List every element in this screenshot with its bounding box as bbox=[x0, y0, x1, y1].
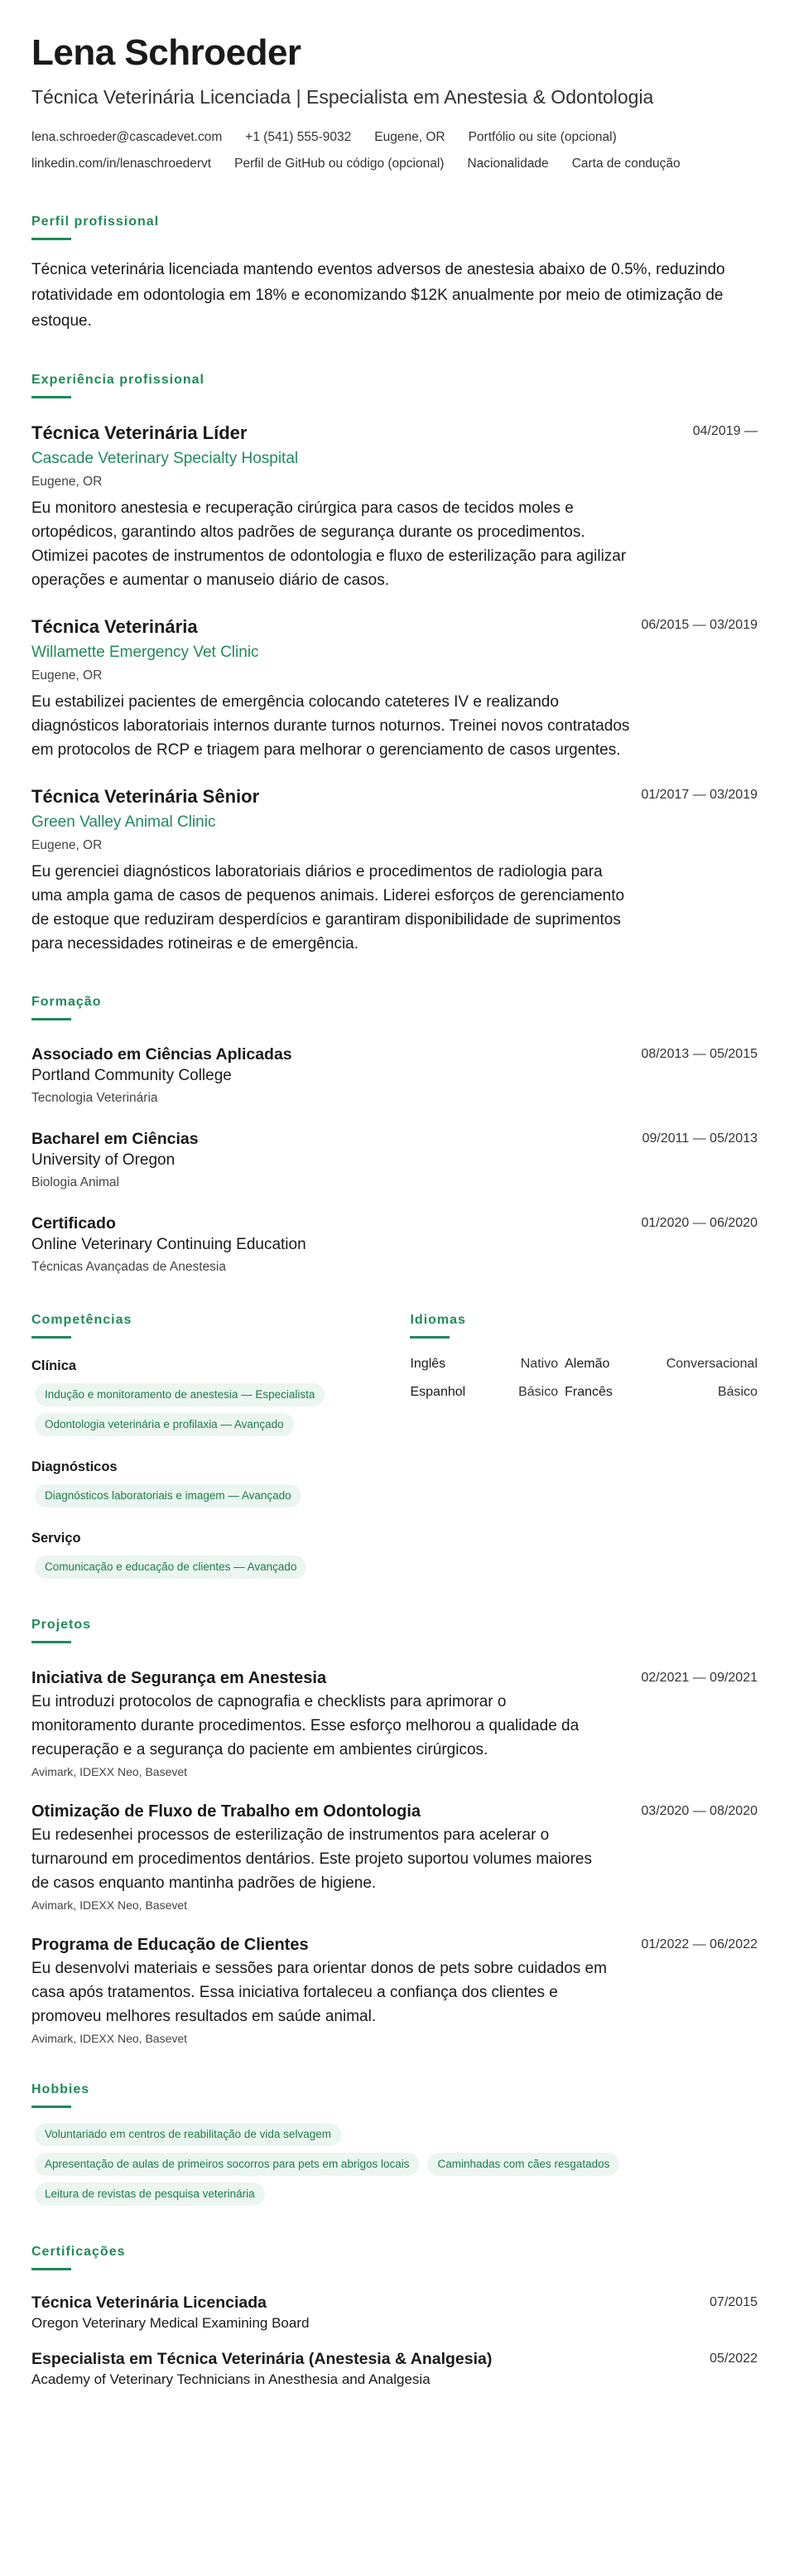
skill-tag: Comunicação e educação de clientes — Avançado bbox=[35, 1556, 306, 1579]
section-title: Idiomas bbox=[410, 1313, 466, 1327]
contact-email[interactable]: lena.schroeder@cascadevet.com bbox=[31, 130, 223, 144]
edu-field: Biologia Animal bbox=[31, 1175, 119, 1189]
skill-tag: Indução e monitoramento de anestesia — Especialista bbox=[35, 1383, 325, 1406]
section-title: Hobbies bbox=[31, 2082, 90, 2096]
section-title: Formação bbox=[31, 995, 102, 1009]
section-divider bbox=[31, 1018, 71, 1020]
hobby-tag: Voluntariado em centros de reabilitação de vida selvagem bbox=[35, 2123, 341, 2146]
edu-date: 01/2020 — 06/2020 bbox=[641, 1216, 758, 1230]
job-entry bbox=[31, 785, 758, 956]
skill-group-title: Diagnósticos bbox=[31, 1459, 118, 1474]
certification-name: Técnica Veterinária Licenciada bbox=[31, 2294, 267, 2312]
job-title: Técnica Veterinária Sênior bbox=[31, 786, 260, 807]
job-entry bbox=[31, 422, 758, 592]
project-entry bbox=[31, 1933, 758, 2047]
edu-school: Online Veterinary Continuing Education bbox=[31, 1236, 306, 1253]
edu-date: 08/2013 — 05/2015 bbox=[641, 1047, 758, 1061]
language-level: Básico bbox=[717, 1385, 758, 1399]
project-title: Programa de Educação de Clientes bbox=[31, 1936, 309, 1954]
edu-degree: Associado em Ciências Aplicadas bbox=[31, 1045, 292, 1064]
hobby-tag: Apresentação de aulas de primeiros socorros para pets em abrigos locais bbox=[35, 2153, 419, 2176]
job-title: Técnica Veterinária bbox=[31, 616, 198, 637]
language-level: Conversacional bbox=[666, 1357, 758, 1371]
project-tools: Avimark, IDEXX Neo, Basevet bbox=[31, 1898, 188, 1912]
hobby-tag: Leitura de revistas de pesquisa veterinária bbox=[35, 2183, 265, 2206]
certifications-section bbox=[31, 2244, 758, 2390]
projects-section bbox=[31, 1617, 758, 2047]
contact-list bbox=[31, 124, 758, 177]
hobbies-section bbox=[31, 2082, 758, 2209]
skill-tags bbox=[35, 1481, 410, 1511]
education-entry bbox=[31, 1128, 758, 1193]
contact-nationality: Nacionalidade bbox=[467, 157, 549, 171]
project-entry bbox=[31, 1667, 758, 1780]
edu-degree: Certificado bbox=[31, 1214, 116, 1233]
job-title: Técnica Veterinária Líder bbox=[31, 422, 248, 443]
contact-linkedin[interactable]: linkedin.com/in/lenaschroedervt bbox=[31, 157, 212, 171]
job-description: Eu gerenciei diagnósticos laboratoriais diários e procedimentos de radiologia para uma ampla gama de casos de pequenos animais. Liderei esforços de gerenciamento de estoque que reduziram desperdícios e garantiram disponibilidade de suprimentos para necessidades rotineiras e de emergência. bbox=[31, 863, 625, 953]
edu-school: University of Oregon bbox=[31, 1151, 176, 1169]
certification-entry bbox=[31, 2348, 758, 2390]
edu-field: Técnicas Avançadas de Anestesia bbox=[31, 1260, 226, 1274]
section-divider bbox=[31, 1641, 71, 1643]
job-date: 01/2017 — 03/2019 bbox=[641, 788, 758, 802]
contact-github[interactable]: Perfil de GitHub ou código (opcional) bbox=[234, 157, 445, 171]
job-description: Eu monitoro anestesia e recuperação cirúrgica para casos de tecidos moles e ortopédicos, garantindo altos padrões de segurança durante os procedimentos. Otimizei pacotes de instrumentos de odontologia e fluxo de esterilização para agilizar operações e aumentar o manuseio diário de casos. bbox=[31, 499, 627, 589]
job-location: Eugene, OR bbox=[31, 475, 103, 489]
candidate-name: Lena Schroeder bbox=[31, 32, 301, 73]
project-date: 01/2022 — 06/2022 bbox=[641, 1937, 758, 1951]
edu-school: Portland Community College bbox=[31, 1067, 232, 1084]
section-title: Experiência profissional bbox=[31, 373, 204, 387]
hobby-tags bbox=[35, 2149, 758, 2179]
job-location: Eugene, OR bbox=[31, 668, 103, 683]
job-date: 04/2019 — bbox=[692, 424, 758, 438]
contact-location: Eugene, OR bbox=[374, 130, 445, 144]
hobby-tags bbox=[35, 2120, 758, 2149]
section-divider bbox=[31, 238, 71, 240]
project-tools: Avimark, IDEXX Neo, Basevet bbox=[31, 2032, 188, 2045]
language-level: Nativo bbox=[520, 1357, 559, 1371]
section-title: Certificações bbox=[31, 2245, 126, 2259]
skills-languages-row bbox=[31, 1312, 758, 1582]
project-description: Eu introduzi protocolos de capnografia e checklists para aprimorar o monitoramento durante procedimentos. Esse esforço melhorou a qualidade da recuperação e a segurança do paciente em ambientes cirúrgicos. bbox=[31, 1693, 580, 1758]
job-company: Green Valley Animal Clinic bbox=[31, 813, 216, 831]
section-divider bbox=[31, 2106, 71, 2108]
job-entry bbox=[31, 615, 758, 762]
skill-tag: Diagnósticos laboratoriais e imagem — Avançado bbox=[35, 1484, 301, 1507]
project-date: 02/2021 — 09/2021 bbox=[641, 1671, 758, 1685]
languages-section bbox=[410, 1312, 758, 1582]
certification-date: 07/2015 bbox=[710, 2295, 758, 2309]
education-entry bbox=[31, 1213, 758, 1277]
edu-degree: Bacharel em Ciências bbox=[31, 1130, 199, 1148]
section-title: Competências bbox=[31, 1313, 132, 1327]
project-title: Iniciativa de Segurança em Anestesia bbox=[31, 1669, 327, 1687]
section-title: Projetos bbox=[31, 1618, 92, 1632]
job-location: Eugene, OR bbox=[31, 838, 103, 852]
project-date: 03/2020 — 08/2020 bbox=[641, 1804, 758, 1818]
language-level: Básico bbox=[518, 1385, 559, 1399]
language-name: Alemão bbox=[565, 1357, 610, 1371]
certification-issuer: Academy of Veterinary Technicians in Anesthesia and Analgesia bbox=[31, 2371, 431, 2387]
project-description: Eu desenvolvi materiais e sessões para orientar donos de pets sobre cuidados em casa após tratamentos. Essa iniciativa fortaleceu a confiança dos clientes e promoveu melhores resultados em saúde animal. bbox=[31, 1960, 607, 2025]
section-divider bbox=[410, 1336, 450, 1339]
skill-tag: Odontologia veterinária e profilaxia — Avançado bbox=[35, 1413, 294, 1436]
job-date: 06/2015 — 03/2019 bbox=[641, 618, 758, 632]
skill-tags bbox=[35, 1552, 410, 1582]
skill-tags bbox=[35, 1380, 410, 1440]
section-divider bbox=[31, 2268, 71, 2270]
language-name: Inglês bbox=[410, 1357, 446, 1371]
language-list bbox=[410, 1357, 758, 1400]
education-section bbox=[31, 994, 758, 1277]
candidate-subtitle: Técnica Veterinária Licenciada | Especialista em Anestesia & Odontologia bbox=[31, 86, 654, 108]
hobby-tags bbox=[35, 2179, 758, 2209]
job-company: Cascade Veterinary Specialty Hospital bbox=[31, 450, 299, 467]
job-company: Willamette Emergency Vet Clinic bbox=[31, 644, 259, 661]
project-tools: Avimark, IDEXX Neo, Basevet bbox=[31, 1765, 188, 1778]
skill-group-title: Serviço bbox=[31, 1531, 81, 1546]
summary-section bbox=[31, 214, 758, 334]
language-name: Francês bbox=[565, 1385, 613, 1399]
certification-name: Especialista em Técnica Veterinária (Anestesia & Analgesia) bbox=[31, 2350, 493, 2368]
edu-date: 09/2011 — 05/2013 bbox=[642, 1131, 758, 1146]
skills-section bbox=[31, 1312, 410, 1582]
hobby-tag: Caminhadas com cães resgatados bbox=[427, 2153, 619, 2176]
section-title: Perfil profissional bbox=[31, 215, 160, 229]
project-description: Eu redesenhei processos de esterilização de instrumentos para acelerar o turnaround em procedimentos dentários. Este projeto suportou volumes maiores de casos enquanto mantinha padrões de higiene. bbox=[31, 1826, 592, 1892]
summary-text: Técnica veterinária licenciada mantendo eventos adversos de anestesia abaixo de 0.5%, reduzindo rotatividade em odontologia em 18% e economizando $12K anualmente por meio de otimização de estoque. bbox=[31, 261, 725, 330]
skill-group-title: Clínica bbox=[31, 1358, 77, 1373]
contact-phone[interactable]: +1 (541) 555-9032 bbox=[245, 130, 352, 144]
experience-section bbox=[31, 372, 758, 956]
job-description: Eu estabilizei pacientes de emergência colocando cateteres IV e realizando diagnósticos laboratoriais internos durante turnos noturnos. Treinei novos contratados em protocolos de RCP e triagem para melhorar o gerenciamento de casos urgentes. bbox=[31, 693, 630, 759]
edu-field: Tecnologia Veterinária bbox=[31, 1091, 158, 1105]
project-title: Otimização de Fluxo de Trabalho em Odontologia bbox=[31, 1802, 421, 1821]
section-divider bbox=[31, 1336, 71, 1339]
contact-portfolio[interactable]: Portfólio ou site (opcional) bbox=[468, 130, 617, 144]
certification-entry bbox=[31, 2292, 758, 2333]
certification-date: 05/2022 bbox=[710, 2352, 758, 2366]
project-entry bbox=[31, 1800, 758, 1913]
certification-issuer: Oregon Veterinary Medical Examining Board bbox=[31, 2315, 310, 2331]
contact-driving-license: Carta de condução bbox=[571, 157, 681, 171]
education-entry bbox=[31, 1044, 758, 1108]
section-divider bbox=[31, 396, 71, 398]
language-name: Espanhol bbox=[410, 1385, 466, 1399]
